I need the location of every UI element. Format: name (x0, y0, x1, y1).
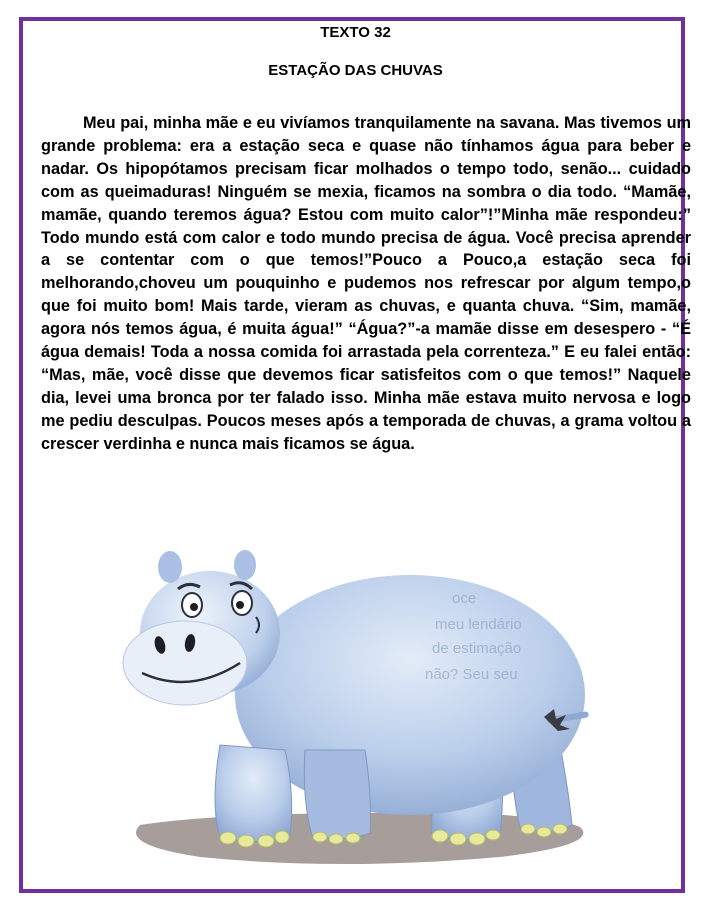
toenail (553, 824, 567, 834)
toenail (432, 830, 448, 842)
hippo-pupil (190, 603, 198, 611)
faded-text-line: não? Seu seu (425, 666, 518, 683)
toenail (346, 833, 360, 843)
story-body: Meu pai, minha mãe e eu vivíamos tranquilamente na savana. Mas tivemos um grande problema: era a estação seca e quase não tínhamos água para beber e nadar. Os hipopótamos precisam ficar molhados o tempo todo, senão... cuidado com as queimaduras! Ninguém se mexia, ficamos na sombra o dia todo. “Mamãe, mamãe, quando teremos água? Estou com muito calor”!”Minha mãe respondeu:” Todo mundo está com calor e todo mundo precisa de água. Você precisa aprender a se contentar com o que temos!”Pouco a Pouco,a estação seca foi melhorando,choveu um pouquinho e pudemos nos refrescar por algum tempo,o que foi muito bom! Mais tarde, vieram as chuvas, e quanta chuva. “Sim, mamãe, agora nós temos água, é muita água!” “Água?”-a mamãe disse em desespero - “É água demais! Toda a nossa comida foi arrastada pela correnteza.” E eu falei então: “Mas, mãe, você disse que devemos ficar satisfeitos com o que temos!” Naquele dia, levei uma bronca por ter falado isso. Minha mãe estava muito nervosa e logo me pediu desculpas. Poucos meses após a temporada de chuvas, a grama voltou a crescer verdinha e nunca mais ficamos se água. (41, 114, 691, 453)
toenail (469, 833, 485, 845)
page-title: ESTAÇÃO DAS CHUVAS (268, 62, 443, 79)
toenail (329, 834, 343, 844)
hippo-ear (158, 551, 182, 583)
faded-text-line: de estimação (432, 640, 522, 657)
faded-text-line: meu lendário (435, 616, 522, 633)
toenail (450, 833, 466, 845)
toenail (486, 830, 500, 840)
toenail (275, 831, 289, 843)
toenail (258, 835, 274, 847)
text-number: TEXTO 32 (320, 24, 391, 41)
toenail (313, 832, 327, 842)
faded-text-line: oce (452, 590, 477, 607)
toenail (220, 832, 236, 844)
hippo-front-leg-right (304, 750, 370, 839)
toenail (521, 824, 535, 834)
hippo-front-leg (215, 745, 292, 842)
hippo-ear (234, 550, 256, 580)
hippo-snout (123, 621, 247, 705)
toenail (537, 827, 551, 837)
hippo-illustration (80, 545, 640, 875)
toenail (238, 835, 254, 847)
hippo-pupil (236, 601, 244, 609)
